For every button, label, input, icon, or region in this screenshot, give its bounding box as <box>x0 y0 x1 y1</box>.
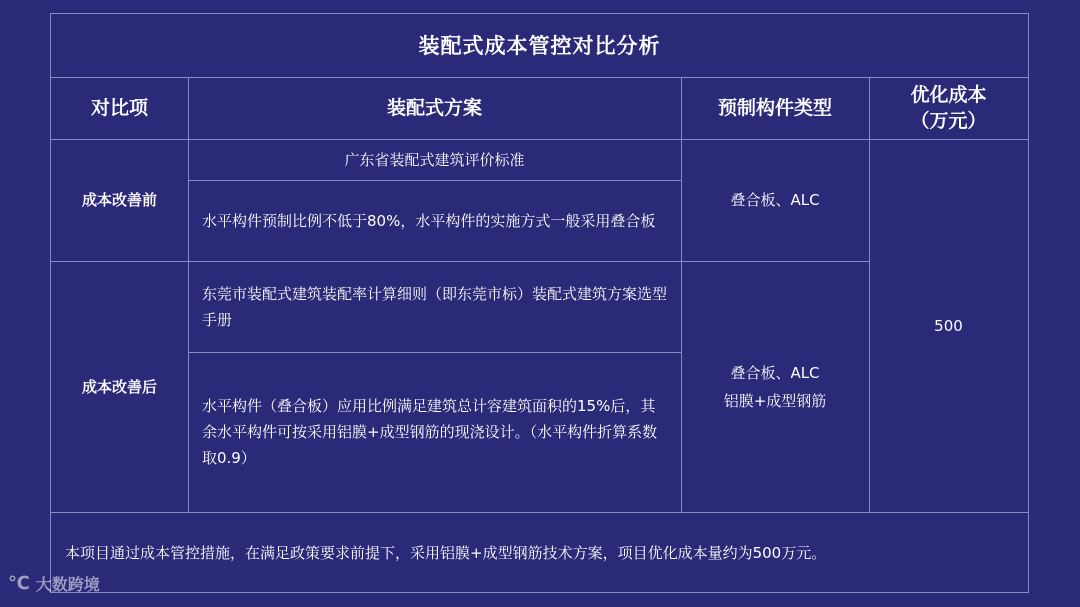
optimized-cost-value: 500 <box>934 316 963 335</box>
table-title: 装配式成本管控对比分析 <box>418 33 661 58</box>
header-scheme: 装配式方案 <box>386 97 482 119</box>
after-standard: 东莞市装配式建筑装配率计算细则（即东莞市标）装配式建筑方案选型手册 <box>202 284 668 329</box>
header-compare-item: 对比项 <box>90 97 148 119</box>
watermark-text: 大数跨境 <box>35 575 100 594</box>
header-optimized-cost: 优化成本 （万元） <box>910 84 987 132</box>
after-component-type: 叠合板、ALC 铝膜+成型钢筋 <box>723 363 827 410</box>
after-detail: 水平构件（叠合板）应用比例满足建筑总计容建筑面积的15%后，其余水平构件可按采用铝膜+成型钢筋的现浇设计。（水平构件折算系数取0.9） <box>202 397 658 467</box>
summary-footer: 本项目通过成本管控措施，在满足政策要求前提下，采用铝膜+成型钢筋技术方案，项目优化成本量约为500万元。 <box>65 543 827 562</box>
before-standard: 广东省装配式建筑评价标准 <box>344 150 525 169</box>
row-label-after: 成本改善后 <box>81 377 157 396</box>
comparison-table <box>50 13 1029 593</box>
header-component-type: 预制构件类型 <box>717 97 832 119</box>
before-detail: 水平构件预制比例不低于80%，水平构件的实施方式一般采用叠合板 <box>202 211 656 230</box>
brand-logo-icon: ℃ <box>8 573 30 594</box>
row-label-before: 成本改善前 <box>81 191 157 209</box>
before-component-type: 叠合板、ALC <box>730 191 820 209</box>
watermark <box>8 572 100 595</box>
